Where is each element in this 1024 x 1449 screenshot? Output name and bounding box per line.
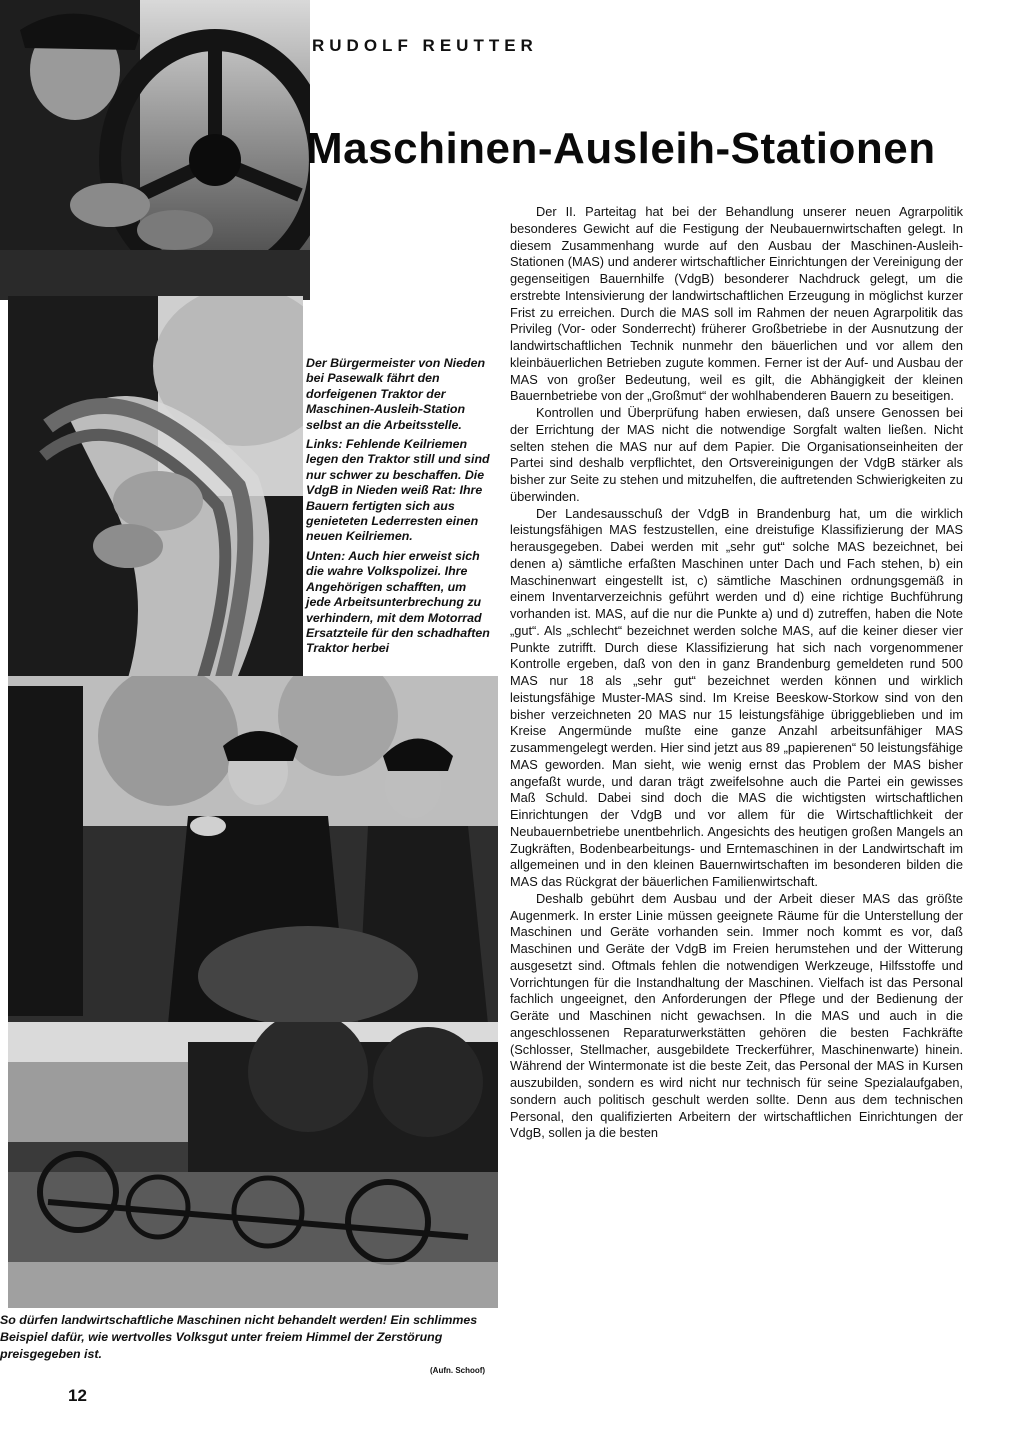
volkspolizei-men-photo (8, 676, 498, 1024)
article-paragraph: Der II. Parteitag hat bei der Behandlung unserer neuen Agrarpolitik besonderes Gewicht auf die Festigung der Neubauernwirtschaften gelegt. In diesem Zusammenhang wurde auf den Ausbau der Maschinen-Ausleih-Stationen (MAS) und anderer wirtschaftlicher Einrichtungen der Vereinigung der gegenseitigen Bauernhilfe (VdgB) besonderer Nachdruck gelegt, um die erstrebte Intensivierung der landwirtschaftlichen Erzeugung in möglichst kurzer Frist zu erreichen. Durch die MAS soll im Rahmen der neuen Agrarpolitik das Privileg (Vor- oder Sonderrecht) früherer Großbetriebe in der Ausnutzung der landwirtschaftlichen Technik nunmehr den bäuerlichen und vor allem den kleinbäuerlichen Betrieben zugute kommen. Ferner ist der Auf- und Ausbau der MAS von großer Bedeutung, weil es gilt, die Abhängigkeit der kleinen Bauernbetriebe von der „Großmut“ der wohlhabenderen Bauern zu beseitigen. (510, 204, 963, 404)
caption-unten: Unten: Auch hier erweist sich die wahre Volkspolizei. Ihre Angehörigen schafften, um jede Arbeitsunterbrechung zu verhindern, mit dem Motorrad Ersatzteile für den schadhaften Traktor herbei (306, 548, 490, 656)
article-paragraph: Der Landesausschuß der VdgB in Brandenburg hat, um die wirklich leistungsfähigen MAS festzustellen, eine dreistufige Klassifizierung der MAS herausgegeben. Dabei werden mit „sehr gut“ solche MAS bezeichnet, bei denen a) sämtliche erfaßten Maschinen unter Dach und Fach stehen, b) ein Maschinenwart eingestellt ist, c) sämtliche Maschinen ordnungsgemäß in einem Inventarverzeichnis geführt werden und d) eine richtige Buchführung vorhanden ist. MAS, auf die nur die Punkte a) und d) zutreffen, haben die Note „gut“. Als „schlecht“ bezeichnet werden solche MAS, auf die keiner dieser vier Punkte zutrifft. Durch diese Klassifizierung hat sich nach vorgenommener Kontrolle ergeben, daß von den in ganz Brandenburg gemeldeten rund 500 MAS nur 18 als „sehr gut“ bezeichnet werden können und wirklich leistungsfähige Muster-MAS sind. Im Kreise Beeskow-Storkow sind von den bisher verzeichneten 20 MAS nur 15 leistungsfähige übriggeblieben und im Kreise Angermünde mußte eine ganze Anzahl arbeitsunfähiger MAS zusammengelegt werden. Hier sind jetzt aus 89 „papierenen“ 50 leistungsfähige MAS geworden. Man sieht, wie wenig ernst das Problem der MAS bisher angefaßt wurde, und daran trägt zweifelsohne auch die Partei ein gewisses Maß Schuld. Dabei sind doch die MAS die wichtigsten wirtschaftlichen Einrichtungen der VdgB und vor allem für die Wirtschaftlichkeit der Neubauernbetriebe unentbehrlich. Angesichts des heutigen großen Mangels an Zugkräften, Bodenbearbeitungs- und Erntemaschinen in der Landwirtschaft im allgemeinen und in den kleinen Bauernwirtschaften im besonderen bilden die MAS das Rückgrat der bäuerlichen Familienwirtschaft. (510, 505, 963, 889)
photo-credit: (Aufn. Schoof) (430, 1366, 486, 1375)
page-number: 12 (68, 1386, 87, 1405)
machines-outdoors-photo (8, 1022, 498, 1308)
keilriemen-hands-photo (8, 296, 303, 678)
article-title: Maschinen-Ausleih-Stationen (306, 124, 936, 173)
article-paragraph: Kontrollen und Überprüfung haben erwiesen, daß unsere Genossen bei der Errichtung der MAS nicht die notwendige Sorgfalt walten ließen. Nicht selten stehen die MAS nur auf dem Papier. Die Organisationseinheiten der Partei sind deshalb verpflichtet, den Ortsvereinigungen der VdgB stärker als bisher zur Seite zu stehen und mitzuhelfen, die auftretenden Schwierigkeiten zu überwinden. (510, 405, 963, 504)
caption-links: Links: Fehlende Keilriemen legen den Traktor still und sind nur schwer zu beschaffen. Die VdgB in Nieden weiß Rat: Ihre Bauern fertigten sich aus genieteten Lederresten einen neuen Keilriemen. (306, 437, 490, 544)
photo-captions (306, 356, 492, 661)
article-paragraph: Deshalb gebührt dem Ausbau und der Arbeit dieser MAS das größte Augenmerk. In erster Linie müssen geeignete Räume für die Unterstellung der Maschinen und Geräte vorhanden sein. Immer noch kommt es vor, daß Maschinen und Geräte der VdgB im Freien herumstehen und der Witterung ausgesetzt sind. Oftmals fehlen die notwendigen Werkzeuge, Hilfsstoffe und Vorrichtungen für die Instandhaltung der Maschinen. Vielfach ist das Personal fachlich ungeeignet, den Anforderungen der Pflege und der Bedienung der Geräte und Maschinen nicht gewachsen. In die MAS und auch in die angeschlossenen Reparaturwerkstätten gehören die besten Fachkräfte (Schlosser, Stellmacher, ausgebildete Treckerführer, Maschinenwarte) hinein. Während der Wintermonate ist die beste Zeit, das Personal der MAS in Kursen auszubilden, sondern es wird nicht nur technisch für seine Spezialaufgaben, sondern auch politisch geschult werden sollte. Denn aus dem technischen Personal, den qualifizierten Arbeitern der wirtschaftlichen Einrichtungen der VdgB, sollen ja die besten (510, 890, 963, 1141)
bottom-photo-caption: So dürfen landwirtschaftliche Maschinen nicht behandelt werden! Ein schlimmes Beispiel dafür, wie wertvolles Volksgut unter freiem Himmel der Zerstörung preisgegeben ist. (0, 1313, 478, 1361)
tractor-driver-photo (0, 0, 310, 300)
article-body (510, 204, 963, 1142)
author-name: RUDOLF REUTTER (312, 36, 538, 55)
caption-main: Der Bürgermeister von Nieden bei Pasewalk fährt den dorfeigenen Traktor der Maschinen-Ausleih-Station selbst an die Arbeitsstelle. (306, 356, 486, 432)
